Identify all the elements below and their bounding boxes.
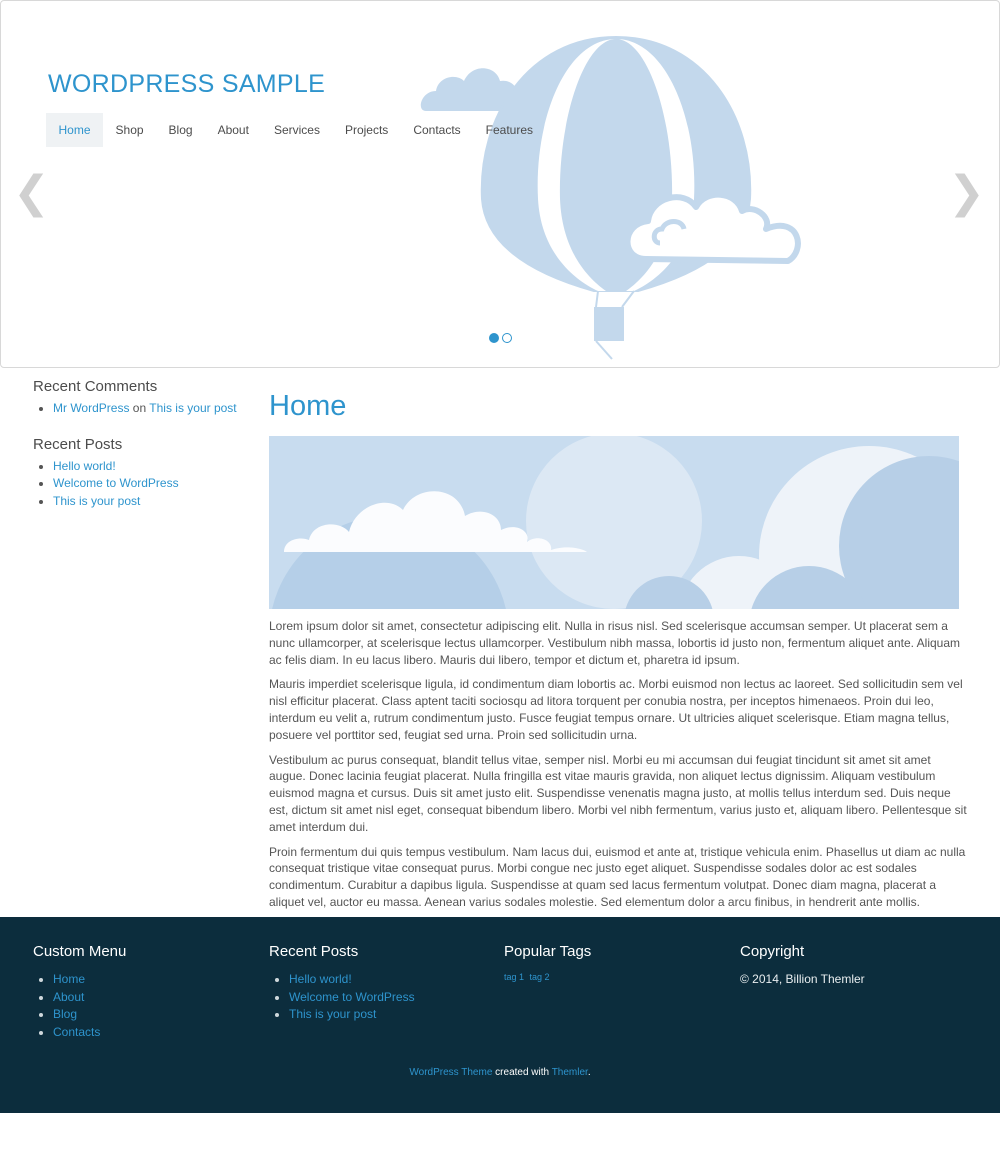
list-item	[289, 1007, 489, 1022]
post-link[interactable]: This is your post	[53, 493, 141, 508]
footer-menu-link-blog[interactable]: Blog	[53, 1007, 78, 1021]
comment-post-link[interactable]: This is your post	[149, 401, 237, 415]
footer-recent-posts	[269, 943, 489, 1025]
chevron-left-icon[interactable]: ❮	[13, 167, 50, 218]
content-paragraph: Vestibulum ac purus consequat, blandit tellus vitae, semper nisl. Morbi eu mi accumsan dui feugiat tincidunt sit amet sit amet augue. Donec lacinia feugiat placerat. Nulla fringilla est vitae mauris gravida, non aliquet lectus dignissim. Aliquam vestibulum euismod magna et cursus. Duis sit amet justo elit. Suspendisse venenatis magna justo, at mollis tellus interdum sed. Duis neque est, dictum sit amet nisl eget, consequat bibendum libero. Morbi vel nibh fermentum, varius justo et, aliquam libero. Pellentesque sit amet interdum dui.	[269, 752, 967, 834]
copyright-text: © 2014, Billion Themler	[740, 972, 865, 986]
list-item	[53, 1007, 253, 1022]
main-nav	[46, 113, 546, 147]
list-item	[53, 476, 253, 491]
slider-dot-1[interactable]	[489, 333, 499, 343]
clouds-illustration	[269, 436, 959, 609]
recent-comments-title: Recent Comments	[33, 378, 158, 395]
tag-cloud	[504, 972, 724, 982]
nav-item-features[interactable]: Features	[485, 123, 534, 137]
post-link[interactable]: This is your post	[289, 1007, 377, 1021]
nav-item-about[interactable]: About	[217, 123, 249, 137]
chevron-right-icon[interactable]: ❯	[948, 167, 985, 218]
footer-custom-menu-title: Custom Menu	[33, 943, 127, 960]
footer-menu-link-about[interactable]: About	[53, 989, 85, 1004]
post-link[interactable]: Welcome to WordPress	[289, 989, 415, 1004]
main-content	[269, 388, 969, 911]
slider-dot-2[interactable]	[502, 333, 512, 343]
tag-link[interactable]: tag 2	[529, 972, 550, 982]
theme-link[interactable]: WordPress Theme	[409, 1067, 493, 1078]
footer-custom-menu	[33, 943, 253, 1042]
nav-item-home[interactable]: Home	[46, 113, 103, 147]
content-paragraph: Proin fermentum dui quis tempus vestibulum. Nam lacus dui, euismod et ante at, tristique vehicula enim. Phasellus ut diam ac nulla consequat tristique vitae consequat purus. Morbi congue nec justo eget aliquet. Suspendisse sodales dolor ac est sodales condimentum. Curabitur a dapibus ligula. Suspendisse at quam sed lacus fermentum volutpat. Donec diam magna, placerat a aliquet vel, auctor eu massa. Aenean varius sodales molestie. Sed elementum dolor a arcu finibus, in hendrerit ante mollis.	[269, 844, 966, 909]
list-item	[53, 494, 253, 509]
sidebar	[33, 378, 253, 511]
post-link[interactable]: Hello world!	[53, 458, 116, 473]
nav-item-blog[interactable]: Blog	[168, 123, 193, 137]
post-link[interactable]: Welcome to WordPress	[53, 476, 179, 490]
content-paragraph: Mauris imperdiet scelerisque ligula, id condimentum diam lobortis ac. Morbi euismod non lectus ac laoreet. Sed sollicitudin sem vel nisl efficitur placerat. Class aptent taciti sociosqu ad litora torquent per conubia nostra, per inceptos himenaeos. Proin dui leo, interdum eu velit a, rutrum condimentum justo. Fusce feugiat tempus ornare. Ut ultricies aliquet scelerisque. Etiam magna tellus, posuere vel porttitor sed, feugiat sed urna. Proin sed sollicitudin urna.	[269, 677, 963, 742]
nav-item-projects[interactable]: Projects	[344, 123, 389, 137]
recent-posts-title: Recent Posts	[33, 435, 123, 453]
footer-posts-list	[269, 972, 489, 1022]
recent-comments-list	[33, 401, 253, 416]
site-title[interactable]: WORDPRESS SAMPLE	[48, 70, 326, 98]
footer-copyright-title: Copyright	[740, 943, 805, 960]
list-item	[53, 990, 253, 1005]
footer-menu-link-contacts[interactable]: Contacts	[53, 1024, 101, 1039]
nav-item-shop[interactable]: Shop	[115, 123, 144, 137]
list-item	[289, 990, 489, 1005]
footer-popular-tags	[504, 943, 724, 982]
recent-posts-widget	[33, 436, 253, 509]
footer	[0, 917, 1000, 1113]
footer-popular-tags-title: Popular Tags	[504, 943, 592, 960]
footer-recent-posts-title: Recent Posts	[269, 943, 359, 960]
nav-item-contacts[interactable]: Contacts	[413, 123, 461, 137]
recent-comments-widget	[33, 378, 253, 416]
content-paragraph: Lorem ipsum dolor sit amet, consectetur adipiscing elit. Nulla in risus nisl. Sed scelerisque accumsan semper. Ut placerat sem a nunc ullamcorper, at scelerisque lectus ullamcorper. Vestibulum nibh massa, lobortis id justo non, fermentum aliquet ante. Aliquam ac felis diam. In eu lacus libero. Mauris dui libero, tempor et dictum et, pharetra id ipsum.	[269, 619, 961, 667]
page-title: Home	[269, 390, 347, 422]
themler-link[interactable]: Themler	[551, 1067, 588, 1078]
credits-period: .	[587, 1067, 591, 1078]
post-link[interactable]: Hello world!	[289, 972, 352, 986]
footer-copyright	[740, 943, 960, 986]
list-item	[289, 972, 489, 987]
nav-item-services[interactable]: Services	[273, 123, 320, 137]
recent-posts-list	[33, 459, 253, 509]
credits-text: created with	[495, 1067, 550, 1078]
slider-pagination	[489, 333, 512, 343]
header-slider	[0, 0, 1000, 368]
tag-link[interactable]: tag 1	[504, 972, 525, 982]
list-item	[53, 459, 253, 474]
hot-air-balloon-illustration	[416, 29, 816, 361]
footer-menu-list	[33, 972, 253, 1039]
list-item	[53, 401, 253, 416]
comment-author-link[interactable]: Mr WordPress	[53, 401, 130, 415]
list-item	[53, 1025, 253, 1040]
footer-menu-link-home[interactable]: Home	[53, 972, 86, 986]
footer-credits	[0, 1067, 1000, 1078]
list-item	[53, 972, 253, 987]
comment-on-text: on	[132, 401, 147, 415]
